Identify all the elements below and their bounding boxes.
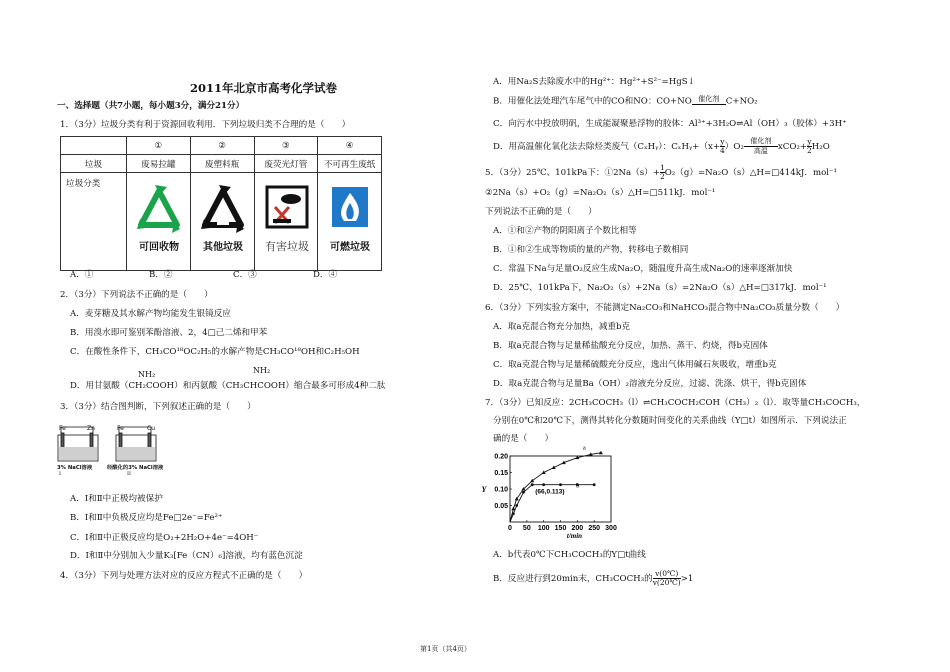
q6-option-b: B．取a克混合物与足量稀盐酸充分反应，加热、蒸干、灼烧，得b克固体 bbox=[493, 341, 768, 351]
catalyst-arrow bbox=[744, 138, 778, 155]
q7-option-a: A．b代表0℃下CH₃COCH₃的Y□t曲线 bbox=[493, 550, 646, 560]
fraction-num: y bbox=[720, 137, 725, 146]
q3-option-a: A．Ⅰ和Ⅱ中正极均被保护 bbox=[70, 494, 163, 504]
sign-label: 可回收物 bbox=[139, 242, 179, 253]
series-label: a bbox=[582, 444, 586, 452]
cell-number: II bbox=[127, 471, 131, 477]
fraction-num: v(0℃) bbox=[653, 570, 681, 579]
recyclable-sign bbox=[127, 173, 191, 271]
fraction-den: 2 bbox=[659, 172, 665, 181]
q7-option-b bbox=[493, 570, 693, 587]
q5-option-b: B．①和②生成等物质的量的产物，转移电子数相同 bbox=[493, 245, 689, 255]
cell-number: I bbox=[59, 471, 61, 477]
q1-option-c: C．③ bbox=[233, 270, 257, 280]
q4-d-mid: ）O₂ bbox=[724, 142, 744, 152]
q7-line3: 确的是（ ） bbox=[493, 434, 554, 444]
table-cell: 不可再生废纸 bbox=[318, 155, 382, 173]
q6-option-d: D．取a克混合物与足量Ba（OH）₂溶液充分反应，过滤、洗涤、烘干，得b克固体 bbox=[493, 379, 807, 389]
x-tick-label: 50 bbox=[522, 525, 531, 532]
q5-option-d: D．25℃、101kPa下，Na₂O₂（s）+2Na（s）=2Na₂O（s）△H=□317kJ．mol⁻¹ bbox=[493, 283, 827, 293]
hazardous-sign bbox=[254, 173, 318, 271]
table-header: ③ bbox=[254, 137, 318, 155]
x-tick-label: 0 bbox=[508, 525, 512, 532]
conversion-chart bbox=[476, 444, 618, 545]
q5-line2: ②2Na（s）+O₂（g）=Na₂O₂（s）△H=□511kJ．mol⁻¹ bbox=[485, 188, 716, 198]
q2-stem: 2．（3分）下列说法不正确的是（ ） bbox=[60, 290, 213, 300]
q6-stem: 6．（3分）下列实验方案中，不能测定Na₂CO₃和NaHCO₃混合物中Na₂CO₃质量分数（ ） bbox=[485, 303, 845, 313]
q5-option-a: A．①和②产物的阴阳离子个数比相等 bbox=[493, 226, 637, 236]
row-label-text: 垃圾分类 bbox=[66, 179, 101, 189]
q4-stem: 4．（3分）下列与处理方法对应的反应方程式不正确的是（ ） bbox=[60, 571, 308, 581]
y-tick-label: 0.20 bbox=[494, 453, 508, 461]
q7-b-right: >1 bbox=[680, 574, 694, 584]
electrochem-cells-figure bbox=[57, 423, 185, 475]
data-point-b bbox=[515, 504, 518, 507]
table-corner bbox=[61, 137, 127, 155]
q2-option-c: C．在酸性条件下，CH₃CO¹⁸OC₂H₅的水解产物是CH₃CO¹⁸OH和C₂H₅OH bbox=[70, 347, 360, 357]
table-header: ② bbox=[190, 137, 254, 155]
hazard-icon bbox=[255, 173, 319, 270]
data-point-b bbox=[522, 491, 525, 494]
q4-option-a: A．用Na₂S去除废水中的Hg²⁺：Hg²⁺+S²⁻=HgS↓ bbox=[493, 77, 695, 87]
page-footer: 第1页（共4页） bbox=[420, 645, 471, 653]
electrode-label: Fe bbox=[117, 425, 124, 432]
q4-option-b bbox=[493, 96, 758, 108]
combustible-sign bbox=[318, 173, 382, 271]
cell-caption: 经酸化的3% NaCl溶液 bbox=[107, 465, 164, 471]
q4-option-d bbox=[493, 138, 830, 155]
table-header: ① bbox=[127, 137, 191, 155]
q4-d-end: H₂O bbox=[811, 142, 830, 152]
fraction bbox=[653, 570, 681, 587]
data-point-b bbox=[531, 483, 534, 486]
q1-stem: 1．（3分）垃圾分类有利于资源回收利用．下列垃圾归类不合理的是（ ） bbox=[60, 120, 351, 130]
section-heading: 一、选择题（共7小题，每小题3分，满分21分） bbox=[57, 101, 245, 111]
table-cell: 废塑料瓶 bbox=[190, 155, 254, 173]
q7-b-left: B．反应进行到20min末，CH₃COCH₃的 bbox=[493, 574, 653, 584]
q4-b-right: C+NO₂ bbox=[725, 96, 758, 107]
electrode-label: Fe bbox=[59, 425, 66, 432]
flame-icon bbox=[318, 173, 382, 270]
other-waste-sign bbox=[190, 173, 254, 271]
q6-option-c: C．取a克混合物与足量稀硫酸充分反应，逸出气体用碱石灰吸收，增重b克 bbox=[493, 360, 777, 370]
q2-nh2-label: NH₂ bbox=[138, 370, 156, 379]
table-header: ④ bbox=[318, 137, 382, 155]
data-point-b bbox=[559, 483, 562, 486]
fraction-num: y bbox=[807, 137, 812, 146]
q1-table bbox=[60, 136, 382, 271]
data-point-b bbox=[512, 512, 515, 515]
x-tick-label: 250 bbox=[588, 525, 601, 532]
fraction-den: 4 bbox=[720, 146, 725, 155]
q4-option-c: C．向污水中投放明矾，生成能凝聚悬浮物的胶体：Al³⁺+3H₂O⇌Al（OH）₃（胶体）+3H⁺ bbox=[493, 119, 847, 129]
q1-option-a: A．① bbox=[70, 270, 94, 280]
recycle-icon bbox=[127, 173, 191, 270]
q3-option-b: B．Ⅰ和Ⅱ中负极反应均是Fe□2e⁻=Fe²⁺ bbox=[70, 513, 223, 523]
q6-option-a: A．取a克混合物充分加热，减重b克 bbox=[493, 322, 631, 332]
q4-b-left: B．用催化法处理汽车尾气中的CO和NO：CO+NO bbox=[493, 96, 692, 107]
data-point-b bbox=[542, 483, 545, 486]
y-axis-label: Y bbox=[481, 485, 487, 494]
q2-option-a: A．麦芽糖及其水解产物均能发生银镜反应 bbox=[70, 309, 231, 319]
q2-option-b: B．用溴水即可鉴别苯酚溶液、2，4□己二烯和甲苯 bbox=[70, 328, 268, 338]
q3-option-d: D．Ⅰ和Ⅱ中分别加入少量K₃[Fe（CN）₆]溶液，均有蓝色沉淀 bbox=[70, 551, 303, 561]
chart-marks bbox=[510, 451, 603, 522]
fraction-num: 1 bbox=[659, 163, 665, 172]
y-tick-label: 0.05 bbox=[494, 503, 508, 510]
x-tick-label: 150 bbox=[554, 525, 567, 532]
row-label bbox=[61, 173, 127, 271]
q3-option-c: C．Ⅰ和Ⅱ中正极反应均是O₂+2H₂O+4e⁻=4OH⁻ bbox=[70, 533, 259, 543]
chart-annotation: (66,0.113) bbox=[535, 488, 565, 496]
electrode-label: Zn bbox=[87, 425, 95, 432]
x-tick-label: 300 bbox=[605, 525, 617, 532]
series-label: b bbox=[576, 482, 580, 490]
q7-line2: 分别在0℃和20℃下，测得其转化分数随时间变化的关系曲线（Y□t）如图所示．下列说法正 bbox=[493, 416, 847, 426]
recycle-icon-black bbox=[191, 173, 255, 270]
q1-option-d: D．④ bbox=[313, 270, 338, 280]
sign-label: 可燃垃圾 bbox=[330, 242, 371, 253]
row-label: 垃圾 bbox=[61, 155, 127, 173]
table-cell: 废易拉罐 bbox=[127, 155, 191, 173]
condition-label: 高温 bbox=[753, 147, 768, 155]
q3-stem: 3．（3分）结合图判断，下列叙述正确的是（ ） bbox=[60, 402, 256, 412]
y-tick-label: 0.15 bbox=[494, 470, 508, 477]
chart-labels bbox=[482, 445, 617, 540]
q7-line1: 7．（3分）已知反应：2CH₃COCH₃（l）⇌CH₃COCH₂COH（CH₃）₂（l）．取等量CH₃COCH₃， bbox=[485, 398, 866, 408]
fraction-den: v(20℃) bbox=[652, 578, 681, 587]
x-tick-label: 200 bbox=[571, 525, 584, 532]
y-tick-label: 0.10 bbox=[494, 486, 508, 494]
q5-stem-b: O₂（g）=Na₂O（s）△H=□414kJ．mol⁻¹ bbox=[664, 168, 838, 178]
data-point-a bbox=[599, 451, 603, 455]
q4-d-right: xCO₂+ bbox=[777, 142, 808, 152]
q5-line3: 下列说法不正确的是（ ） bbox=[485, 207, 597, 217]
q2-nh2-label: NH₂ bbox=[253, 366, 271, 375]
data-point-b bbox=[593, 483, 596, 486]
q2-option-d: D．用甘氨酸（CH₂COOH）和丙氨酸（CH₃CHCOOH）缩合最多可形成4种二肽 bbox=[70, 381, 386, 391]
table-cell: 废荧光灯管 bbox=[254, 155, 318, 173]
q5-option-c: C．常温下Na与足量O₂反应生成Na₂O，随温度升高生成Na₂O的速率逐渐加快 bbox=[493, 264, 793, 274]
q5-stem bbox=[485, 164, 837, 181]
q4-d-left: D．用高温催化氧化法去除烃类废气（CₓHᵧ）：CₓHᵧ+（x+ bbox=[493, 142, 721, 152]
q1-option-b: B．② bbox=[149, 270, 173, 280]
cell-caption: 3% NaCl溶液 bbox=[57, 465, 93, 471]
page-title: 2011年北京市高考化学试卷 bbox=[190, 81, 338, 95]
sign-label: 有害垃圾 bbox=[264, 240, 309, 253]
fraction-den: 2 bbox=[807, 146, 812, 155]
catalyst-arrow bbox=[692, 96, 726, 106]
sign-label: 其他垃圾 bbox=[202, 242, 243, 253]
catalyst-label: 催化剂 bbox=[750, 137, 772, 145]
x-axis-label: t/min bbox=[566, 532, 583, 540]
q5-stem-a: 5．（3分）25℃、101kPa下：①2Na（s）+ bbox=[485, 168, 660, 178]
electrode-label: Cu bbox=[147, 425, 155, 432]
catalyst-label: 催化剂 bbox=[698, 95, 720, 103]
x-tick-label: 100 bbox=[537, 525, 550, 532]
